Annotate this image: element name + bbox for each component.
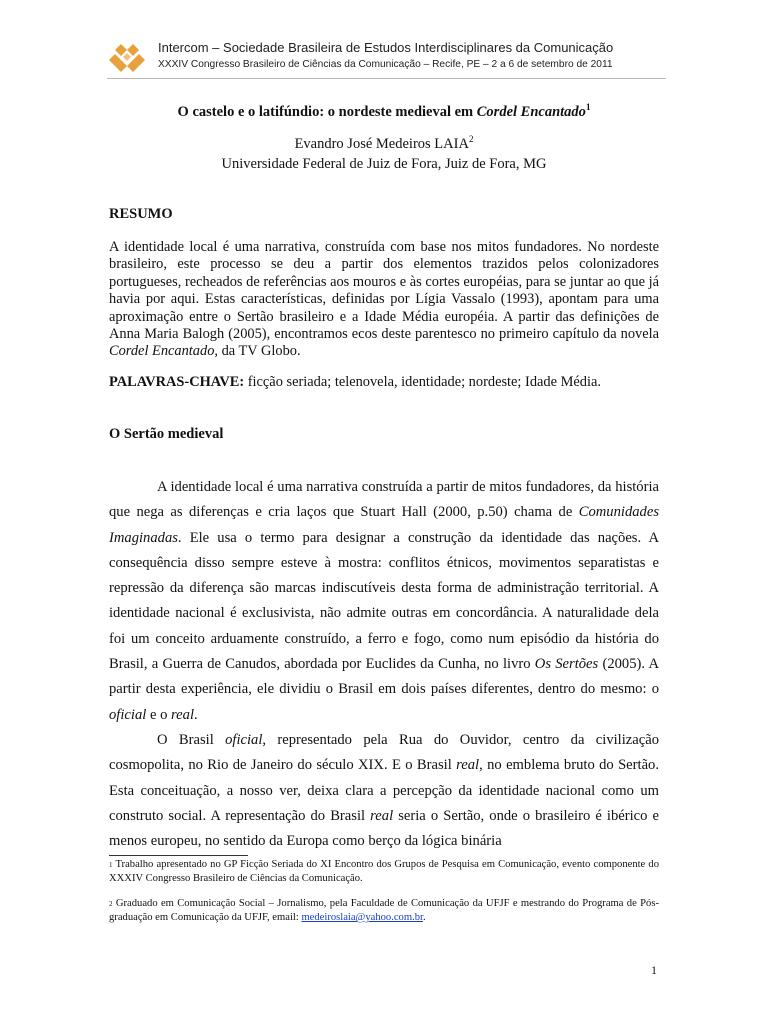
footnote-divider: [109, 855, 248, 856]
intercom-logo-icon: [107, 40, 147, 74]
body-paragraph: A identidade local é uma narrativa construída a partir de mitos fundadores, da história que nega as diferenças e cria laços que Stuart Hall (2000, p.50) chama de Comunidades Imaginadas. Ele usa o termo para designar a construção da identidade das nações. A consequência disso sempre esteve à mostra: conflitos étnicos, movimentos separatistas e repressão da diferença são marcas indiscutíveis desta forma de administração territorial. A identidade nacional é exclusivista, não admite outras em concordância. A naturalidade dela foi um conceito arduamente construído, a ferro e fogo, como num episódio da história do Brasil, a Guerra de Canudos, abordada por Euclides da Cunha, no livro Os Sertões (2005). A partir desta experiência, ele dividiu o Brasil em dois países diferentes, dentro do mesmo: o oficial e o real.: [109, 479, 659, 723]
abstract-text: A identidade local é uma narrativa, construída com base nos mitos fundadores. No nordeste brasileiro, este processo se deu a partir dos elementos trazidos pelos colonizadores portugueses, recheados de referências aos mouros e às cortes européias, para se juntar ao que já havia por aqui. Estas características, definidas por Lígia Vassalo (1993), apontam para uma aproximação entre o Sertão brasileiro e a Idade Média européia. A partir das definições de Anna Maria Balogh (2005), encontramos ecos deste parentesco no primeiro capítulo da novela Cordel Encantado, da TV Globo.: [109, 239, 659, 360]
author-name: Evandro José Medeiros LAIA$^2$: [294, 134, 474, 152]
body-paragraph: O Brasil oficial, representado pela Rua do Ouvidor, centro da civilização cosmopolita, no Rio de Janeiro do século XIX. E o Brasil real, no emblema bruto do Sertão. Esta conceituação, a nosso ver, deixa clara a percepção da identidade nacional como um construto social. A representação do Brasil real seria o Sertão, onde o brasileiro é ibérico e menos europeu, no sentido da Europa como berço da lógica binária: [109, 731, 659, 850]
keywords: PALAVRAS-CHAVE: ficção seriada; telenovela, identidade; nordeste; Idade Média.: [109, 374, 601, 390]
footnote-1: $^1$ Trabalho apresentado no GP Ficção Seriada do XI Encontro dos Grupos de Pesquisa em Comunicação, evento componente do XXXIV Congresso Brasileiro de Ciências da Comunicação.: [109, 859, 659, 884]
header-congress: XXXIV Congresso Brasileiro de Ciências da Comunicação – Recife, PE – 2 a 6 de setembro de 2011: [158, 59, 613, 70]
header-organization: Intercom – Sociedade Brasileira de Estudos Interdisciplinares da Comunicação: [158, 40, 614, 55]
section-body: [109, 475, 659, 854]
footnote-2: $^2$ Graduado em Comunicação Social – Jornalismo, pela Faculdade de Comunicação da UFJF e mestrando do Programa de Pós-graduação em Comunicação da UFJF, email: medeiroslaia@yahoo.com.br.: [109, 898, 659, 923]
paper-title: O castelo e o latifúndio: o nordeste medieval em Cordel Encantado$^1$: [177, 102, 591, 120]
header-divider: [107, 78, 666, 79]
conference-header: [107, 38, 667, 78]
abstract-heading: RESUMO: [109, 206, 173, 222]
section-heading: O Sertão medieval: [109, 426, 224, 442]
email-link[interactable]: medeiroslaia@yahoo.com.br: [301, 912, 423, 923]
author-affiliation: Universidade Federal de Juiz de Fora, Juiz de Fora, MG: [221, 156, 547, 172]
page-number: 1: [651, 963, 657, 977]
